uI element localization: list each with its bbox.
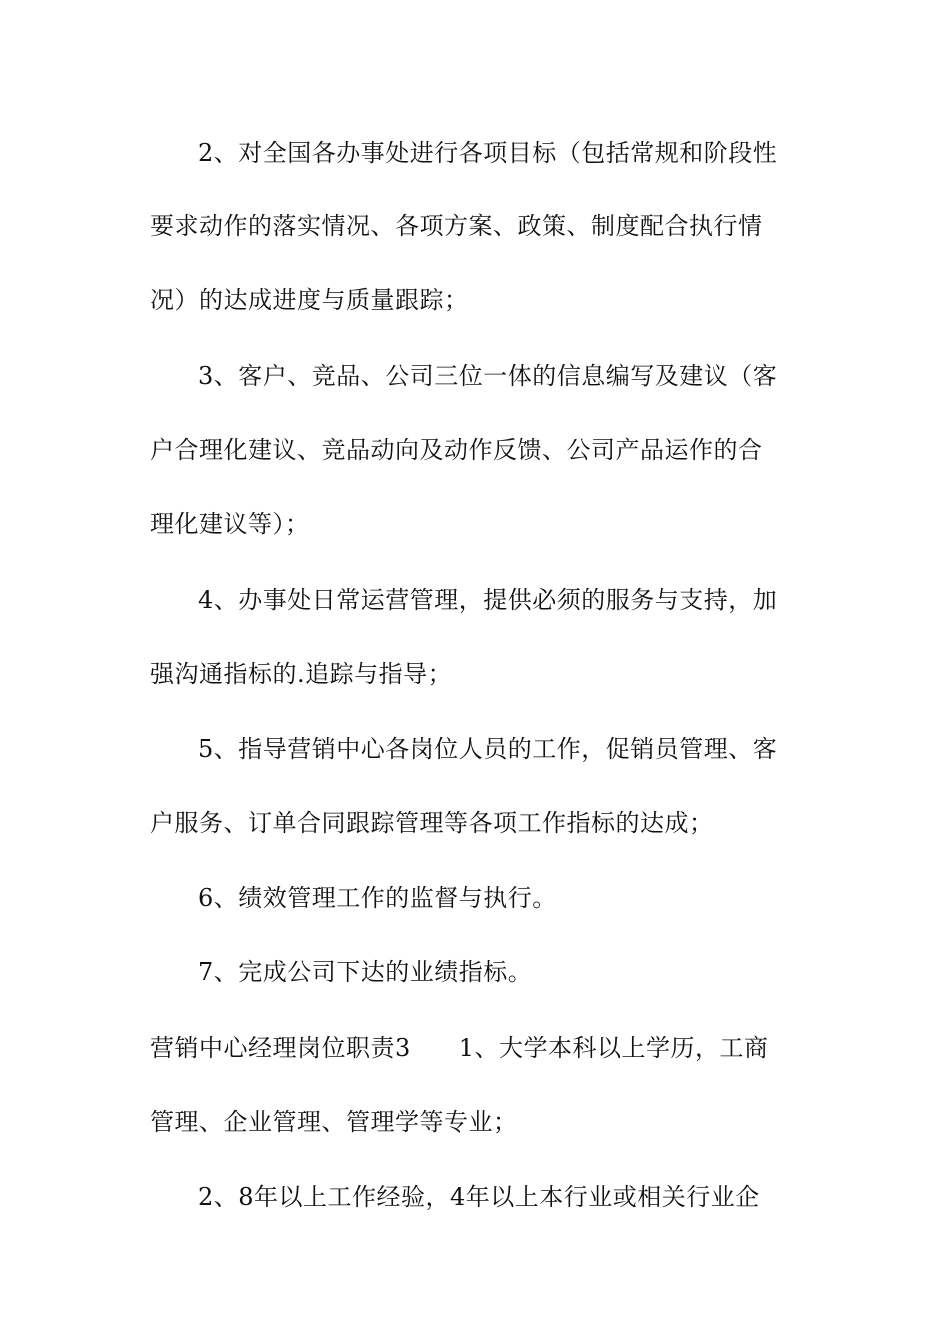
- section-heading: 营销中心经理岗位职责3: [150, 1034, 411, 1062]
- paragraph-4-line-2: 强沟通指标的.追踪与指导；: [150, 660, 453, 688]
- section-line-2: 管理、企业管理、管理学等专业；: [150, 1108, 518, 1136]
- section-line-1: 1、大学本科以上学历，工商: [458, 1034, 769, 1062]
- section-heading-line: [150, 1033, 769, 1063]
- paragraph-6-line-1: 6、绩效管理工作的监督与执行。: [198, 884, 557, 912]
- paragraph-5-line-1: 5、指导营销中心各岗位人员的工作，促销员管理、客: [198, 735, 778, 763]
- paragraph-2-line-3: 况）的达成进度与质量跟踪；: [150, 286, 469, 314]
- paragraph-3-line-1: 3、客户、竞品、公司三位一体的信息编写及建议（客: [198, 362, 778, 390]
- paragraph-7-line-1: 7、完成公司下达的业绩指标。: [198, 958, 533, 986]
- paragraph-2-line-1: 2、对全国各办事处进行各项目标（包括常规和阶段性: [198, 139, 778, 167]
- paragraph-3-line-2: 户合理化建议、竞品动向及动作反馈、公司产品运作的合: [150, 436, 763, 464]
- paragraph-3-line-3: 理化建议等）；: [150, 510, 310, 538]
- paragraph-2-line-2: 要求动作的落实情况、各项方案、政策、制度配合执行情: [150, 212, 763, 240]
- paragraph-8-line-1: 2、8年以上工作经验，4年以上本行业或相关行业企: [198, 1183, 760, 1211]
- paragraph-5-line-2: 户服务、订单合同跟踪管理等各项工作指标的达成；: [150, 809, 714, 837]
- paragraph-4-line-1: 4、办事处日常运营管理，提供必须的服务与支持，加: [198, 586, 778, 614]
